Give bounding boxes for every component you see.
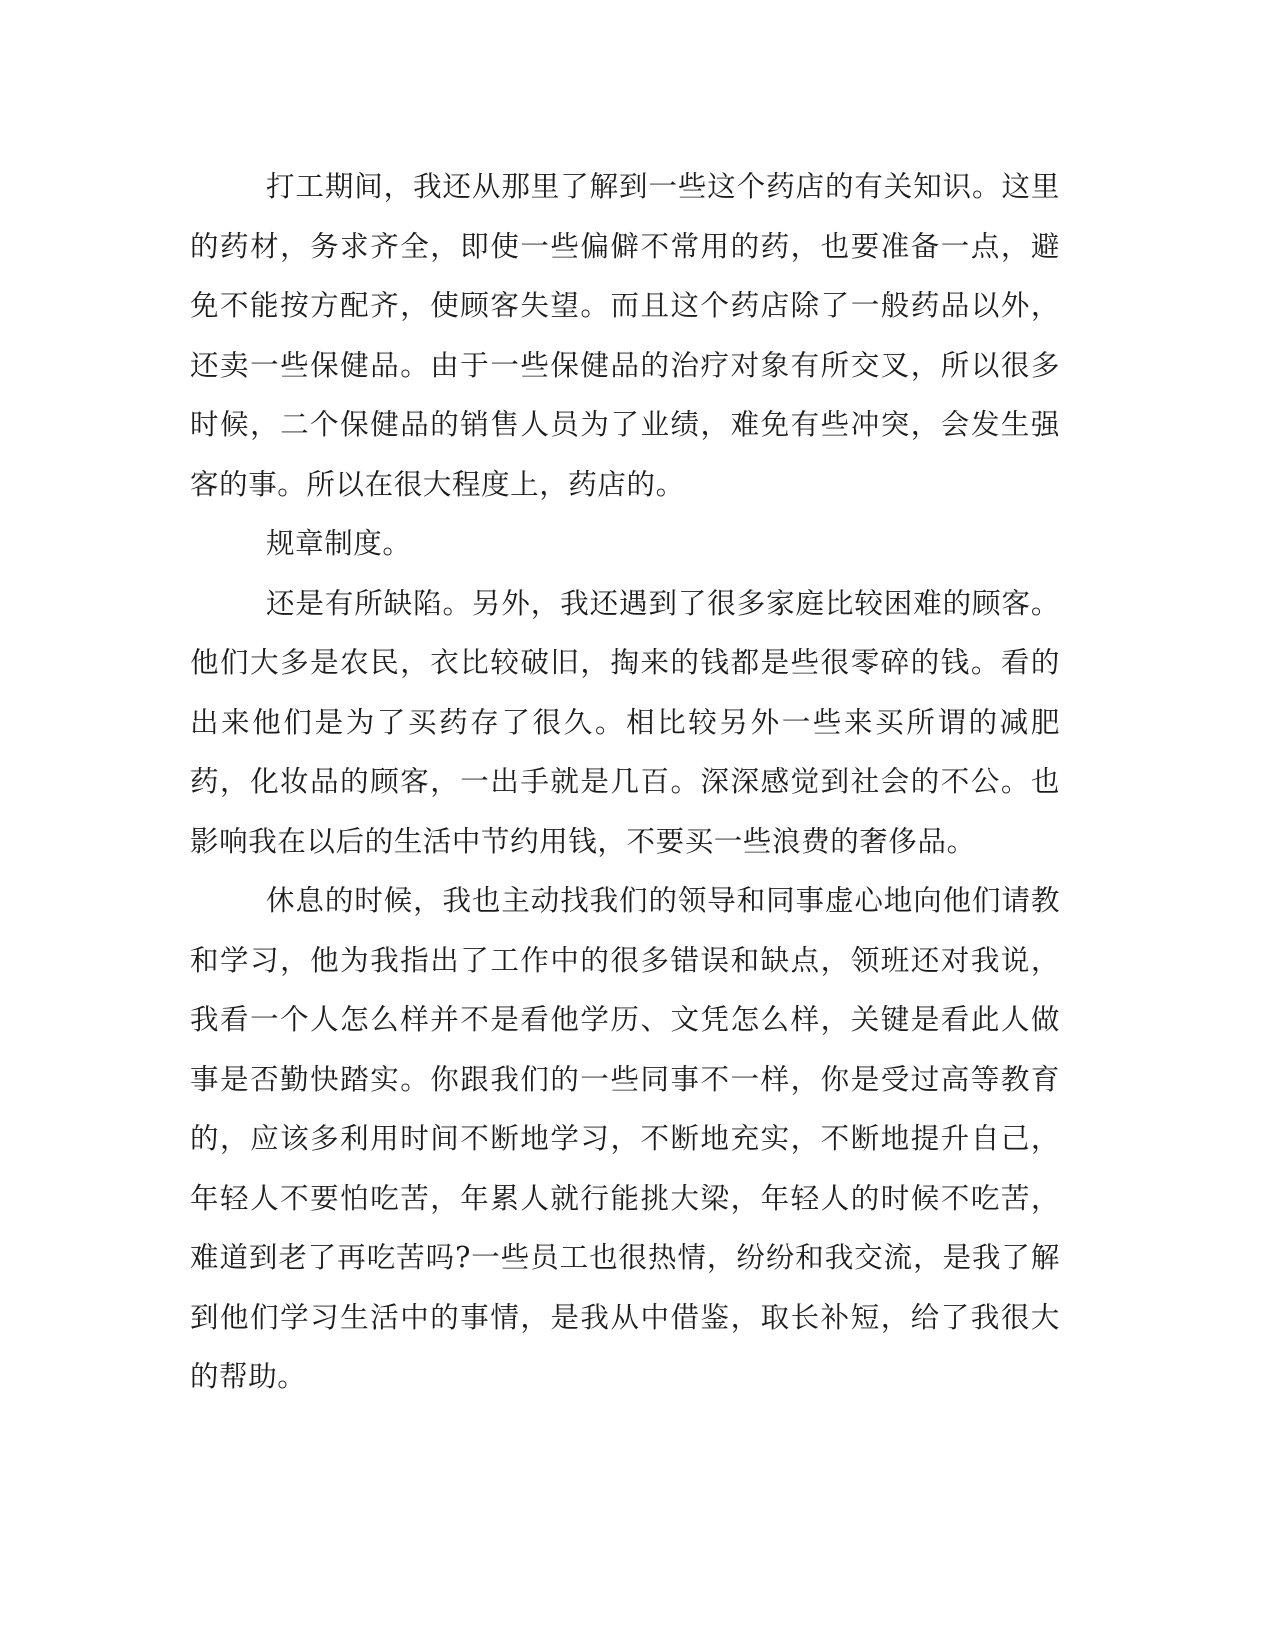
paragraph-rules: 规章制度。 bbox=[266, 527, 412, 560]
document-body bbox=[190, 157, 1060, 1407]
paragraph-pharmacy-knowledge: 打工期间，我还从那里了解到一些这个药店的有关知识。这里的药材，务求齐全，即使一些偏僻不常用的药，也要准备一点，避免不能按方配齐，使顾客失望。而且这个药店除了一般药品以外，还卖一些保健品。由于一些保健品的治疗对象有所交叉，所以很多时候，二个保健品的销售人员为了业绩，难免有些冲突，会发生强客的事。所以在很大程度上，药店的。 bbox=[190, 170, 1060, 501]
paragraph-customers: 还是有所缺陷。另外，我还遇到了很多家庭比较困难的顾客。他们大多是农民，衣比较破旧，掏来的钱都是些很零碎的钱。看的出来他们是为了买药存了很久。相比较另外一些来买所谓的减肥药，化妆品的顾客，一出手就是几百。深深感觉到社会的不公。也影响我在以后的生活中节约用钱，不要买一些浪费的奢侈品。 bbox=[190, 586, 1060, 858]
paragraph-learning: 休息的时候，我也主动找我们的领导和同事虚心地向他们请教和学习，他为我指出了工作中的很多错误和缺点，领班还对我说，我看一个人怎么样并不是看他学历、文凭怎么样，关键是看此人做事是否勤快踏实。你跟我们的一些同事不一样，你是受过高等教育的，应该多利用时间不断地学习，不断地充实，不断地提升自己，年轻人不要怕吃苦，年累人就行能挑大梁，年轻人的时候不吃苦，难道到老了再吃苦吗?一些员工也很热情，纷纷和我交流，是我了解到他们学习生活中的事情，是我从中借鉴，取长补短，给了我很大的帮助。 bbox=[190, 884, 1060, 1393]
